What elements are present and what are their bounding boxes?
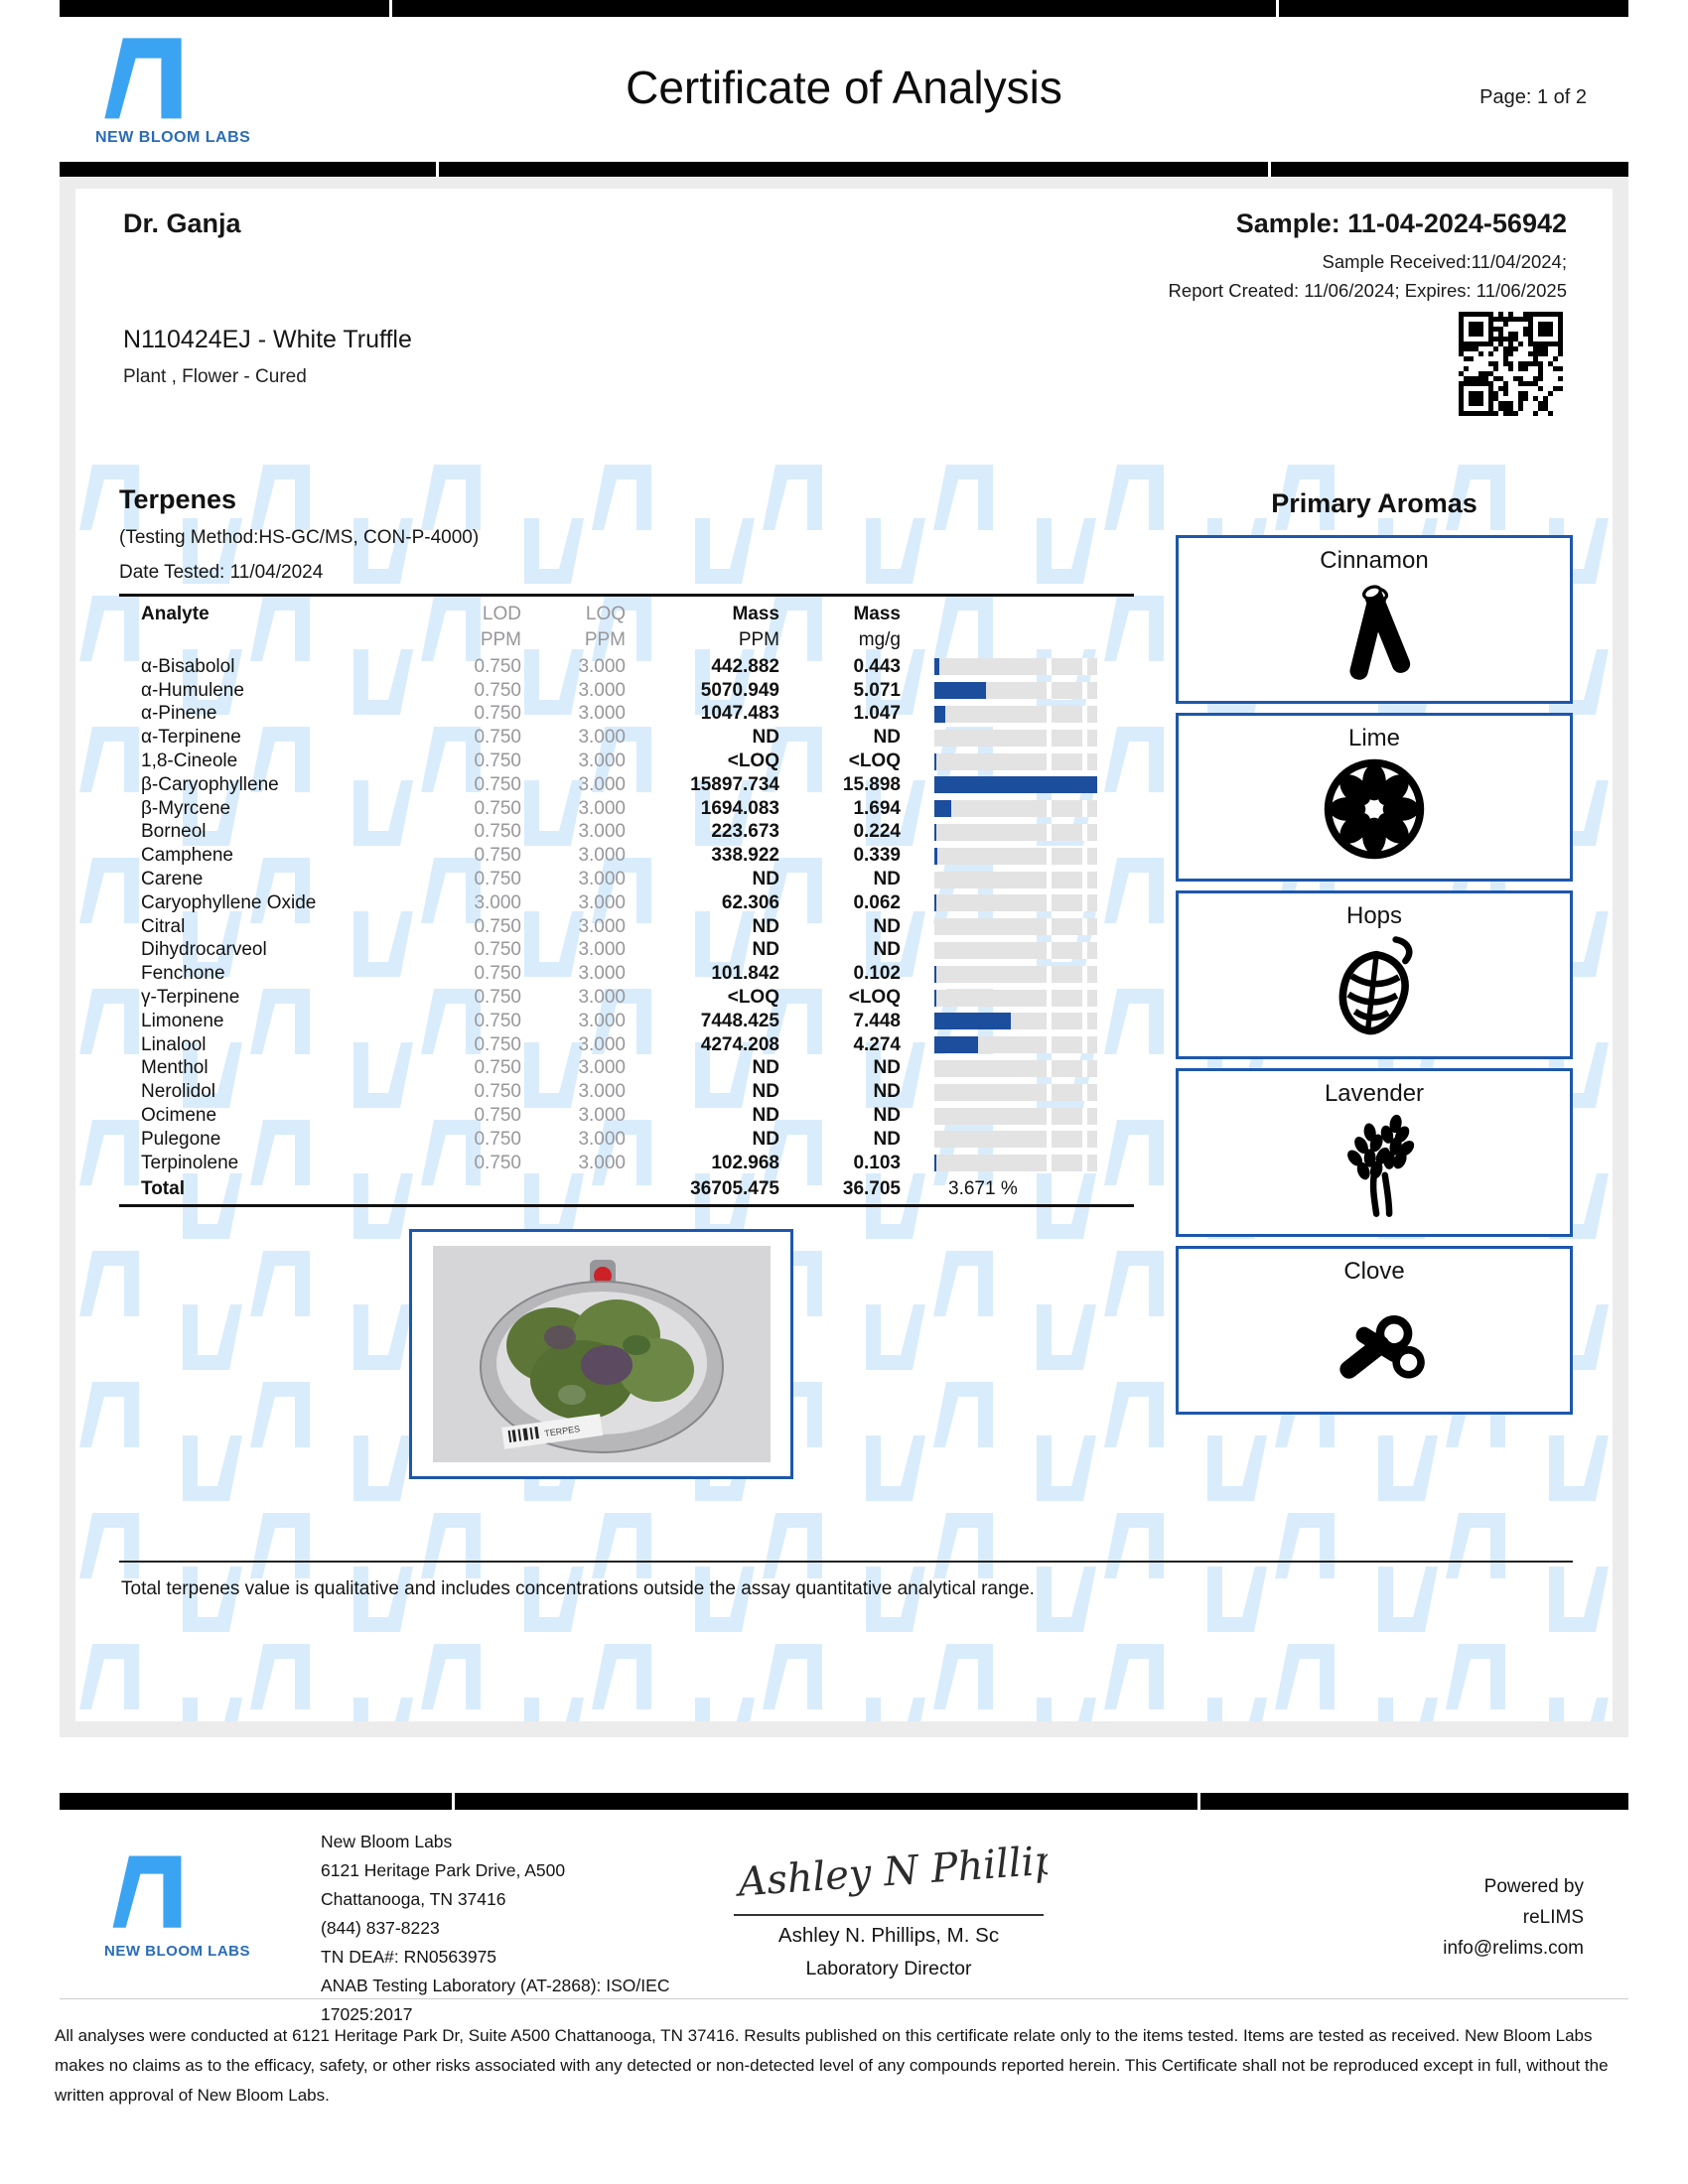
terpene-bar — [934, 894, 1097, 911]
terpene-bar — [934, 730, 1097, 747]
lavender-icon — [1321, 1111, 1428, 1218]
terpene-bar — [934, 706, 1097, 723]
table-row: Terpinolene 0.750 3.000 102.968 0.103 — [119, 1152, 1134, 1175]
qr-code — [1459, 312, 1563, 416]
terpenes-note: Total terpenes value is qualitative and includes concentrations outside the assay quantitative analytical range. — [119, 1561, 1573, 1600]
hops-icon — [1321, 933, 1428, 1040]
signer-name: Ashley N. Phillips, M. Sc — [777, 1924, 1000, 1947]
aroma-label: Clove — [1343, 1258, 1405, 1285]
table-row: Linalool 0.750 3.000 4274.208 4.274 — [119, 1033, 1134, 1057]
terpene-bar — [934, 776, 1097, 793]
header-rule-bar — [60, 162, 1628, 177]
terpene-bar — [934, 1060, 1097, 1077]
terpene-bar — [934, 918, 1097, 935]
lab-address: New Bloom Labs 6121 Heritage Park Drive, A500 Chattanooga, TN 37416 (844) 837-8223 TN DEA#: RN0563975 ANAB Testing Laboratory (AT-2868): ISO/IEC 17025:2017 — [321, 1832, 670, 2024]
table-row: Carene 0.750 3.000 ND ND — [119, 868, 1134, 891]
terpene-bar — [934, 800, 1097, 817]
total-percent: 3.671 % — [948, 1178, 1018, 1200]
aroma-label: Cinnamon — [1320, 547, 1429, 574]
table-row: β-Caryophyllene 0.750 3.000 15897.734 15.898 — [119, 773, 1134, 797]
table-row: α-Humulene 0.750 3.000 5070.949 5.071 — [119, 679, 1134, 703]
product-photo — [433, 1246, 771, 1462]
terpene-bar — [934, 682, 1097, 699]
table-row: Menthol 0.750 3.000 ND ND — [119, 1057, 1134, 1081]
table-row: Borneol 0.750 3.000 223.673 0.224 — [119, 821, 1134, 845]
primary-aromas-title: Primary Aromas — [1271, 488, 1477, 518]
page-title: Certificate of Analysis — [626, 62, 1062, 113]
table-row: α-Bisabolol 0.750 3.000 442.882 0.443 — [119, 655, 1134, 679]
top-rule-bar — [60, 0, 1628, 17]
svg-text:Ashley N Phillips: Ashley N Phillips — [736, 1836, 1048, 1906]
powered-by: Powered by reLIMS info@relims.com — [1443, 1876, 1584, 1959]
new-bloom-labs-logo-icon — [104, 1849, 190, 1931]
lime-icon — [1321, 755, 1428, 863]
aroma-label: Hops — [1345, 902, 1403, 929]
aroma-box-hops — [1176, 890, 1573, 1059]
terpenes-section — [119, 484, 1134, 1479]
table-total-row: Total 36705.475 36.705 3.671 % — [119, 1175, 1134, 1207]
disclaimer-text: All analyses were conducted at 6121 Heritage Park Dr, Suite A500 Chattanooga, TN 37416. Results published on this certificate relate only to the items tested. Items are tested as received. New Bloom Labs makes no claims as to the efficacy, safety, or other risks associated with any detected or non-detected level of any compounds reported herein. This Certificate shall not be reproduced except in full, without the written approval of New Bloom Labs. — [55, 2026, 1609, 2105]
table-header: Analyte LOD LOQ Mass Mass — [119, 594, 1134, 625]
terpene-bar — [934, 824, 1097, 841]
footer-lab-logo — [104, 1824, 293, 1990]
aroma-box-cinnamon — [1176, 535, 1573, 704]
terpenes-table — [119, 655, 1134, 1175]
terpene-bar — [934, 1084, 1097, 1101]
new-bloom-labs-logo-icon — [95, 31, 191, 122]
table-row: γ-Terpinene 0.750 3.000 <LOQ <LOQ — [119, 986, 1134, 1010]
terpene-bar — [934, 966, 1097, 983]
table-row: Pulegone 0.750 3.000 ND ND — [119, 1128, 1134, 1152]
report-header — [60, 17, 1628, 162]
footer — [60, 1810, 1628, 2024]
clove-icon — [1321, 1289, 1428, 1396]
strain-type: Plant , Flower - Cured — [123, 366, 307, 387]
aroma-box-clove — [1176, 1246, 1573, 1415]
cinnamon-icon — [1321, 578, 1428, 685]
aroma-label: Lime — [1347, 725, 1401, 751]
table-row: Citral 0.750 3.000 ND ND — [119, 915, 1134, 939]
table-row: Camphene 0.750 3.000 338.922 0.339 — [119, 844, 1134, 868]
terpene-bar — [934, 990, 1097, 1007]
terpene-bar — [934, 1155, 1097, 1171]
date-tested: Date Tested: 11/04/2024 — [119, 562, 324, 583]
terpenes-title: Terpenes — [119, 484, 237, 514]
table-row: Ocimene 0.750 3.000 ND ND — [119, 1104, 1134, 1128]
terpene-bar — [934, 658, 1097, 675]
sample-id: Sample: 11-04-2024-56942 — [1235, 208, 1567, 238]
client-name: Dr. Ganja — [123, 208, 241, 238]
terpene-bar — [934, 848, 1097, 865]
page-number: Page: 1 of 2 — [1479, 86, 1587, 108]
primary-aromas-section — [1176, 484, 1573, 1479]
table-row: Nerolidol 0.750 3.000 ND ND — [119, 1080, 1134, 1104]
terpene-bar — [934, 1108, 1097, 1125]
sample-meta — [1169, 208, 1567, 302]
strain-id-row — [75, 306, 1613, 437]
terpene-bar — [934, 872, 1097, 888]
table-row: Caryophyllene Oxide 3.000 3.000 62.306 0.062 — [119, 891, 1134, 915]
sample-received: Sample Received:11/04/2024; — [1322, 251, 1567, 272]
client-sample-row — [75, 189, 1613, 306]
testing-method: (Testing Method:HS-GC/MS, CON-P-4000) — [119, 527, 480, 548]
footer-brand-name: NEW BLOOM LABS — [104, 1943, 250, 1960]
terpene-bar — [934, 753, 1097, 770]
signer-title: Laboratory Director — [805, 1958, 972, 1979]
table-row: Limonene 0.750 3.000 7448.425 7.448 — [119, 1010, 1134, 1033]
brand-name: NEW BLOOM LABS — [95, 129, 251, 146]
lab-logo — [95, 31, 304, 147]
product-photo-frame — [409, 1229, 793, 1479]
table-row: α-Terpinene 0.750 3.000 ND ND — [119, 726, 1134, 750]
table-row: α-Pinene 0.750 3.000 1047.483 1.047 — [119, 703, 1134, 727]
document-body — [60, 177, 1628, 1737]
signature-image — [730, 1834, 1048, 1907]
svg-text:TERPES: TERPES — [543, 1423, 581, 1438]
terpene-bar — [934, 1036, 1097, 1053]
terpene-bar — [934, 942, 1097, 959]
terpene-bar — [934, 1131, 1097, 1148]
footer-rule-bar — [60, 1793, 1628, 1810]
table-row: 1,8-Cineole 0.750 3.000 <LOQ <LOQ — [119, 750, 1134, 773]
signature-block — [720, 1824, 1057, 1990]
aroma-box-lavender — [1176, 1068, 1573, 1237]
report-created: Report Created: 11/06/2024; Expires: 11/06/2025 — [1168, 280, 1567, 301]
table-row: Fenchone 0.750 3.000 101.842 0.102 — [119, 962, 1134, 986]
aroma-label: Lavender — [1324, 1080, 1425, 1107]
aroma-box-lime — [1176, 713, 1573, 882]
table-row: Dihydrocarveol 0.750 3.000 ND ND — [119, 939, 1134, 963]
strain-id: N110424EJ - White Truffle — [123, 326, 412, 353]
table-units-row: PPM PPM PPM mg/g — [480, 629, 901, 650]
terpene-bar — [934, 1013, 1097, 1029]
table-row: β-Myrcene 0.750 3.000 1694.083 1.694 — [119, 797, 1134, 821]
terpenes-panel — [75, 459, 1613, 1721]
